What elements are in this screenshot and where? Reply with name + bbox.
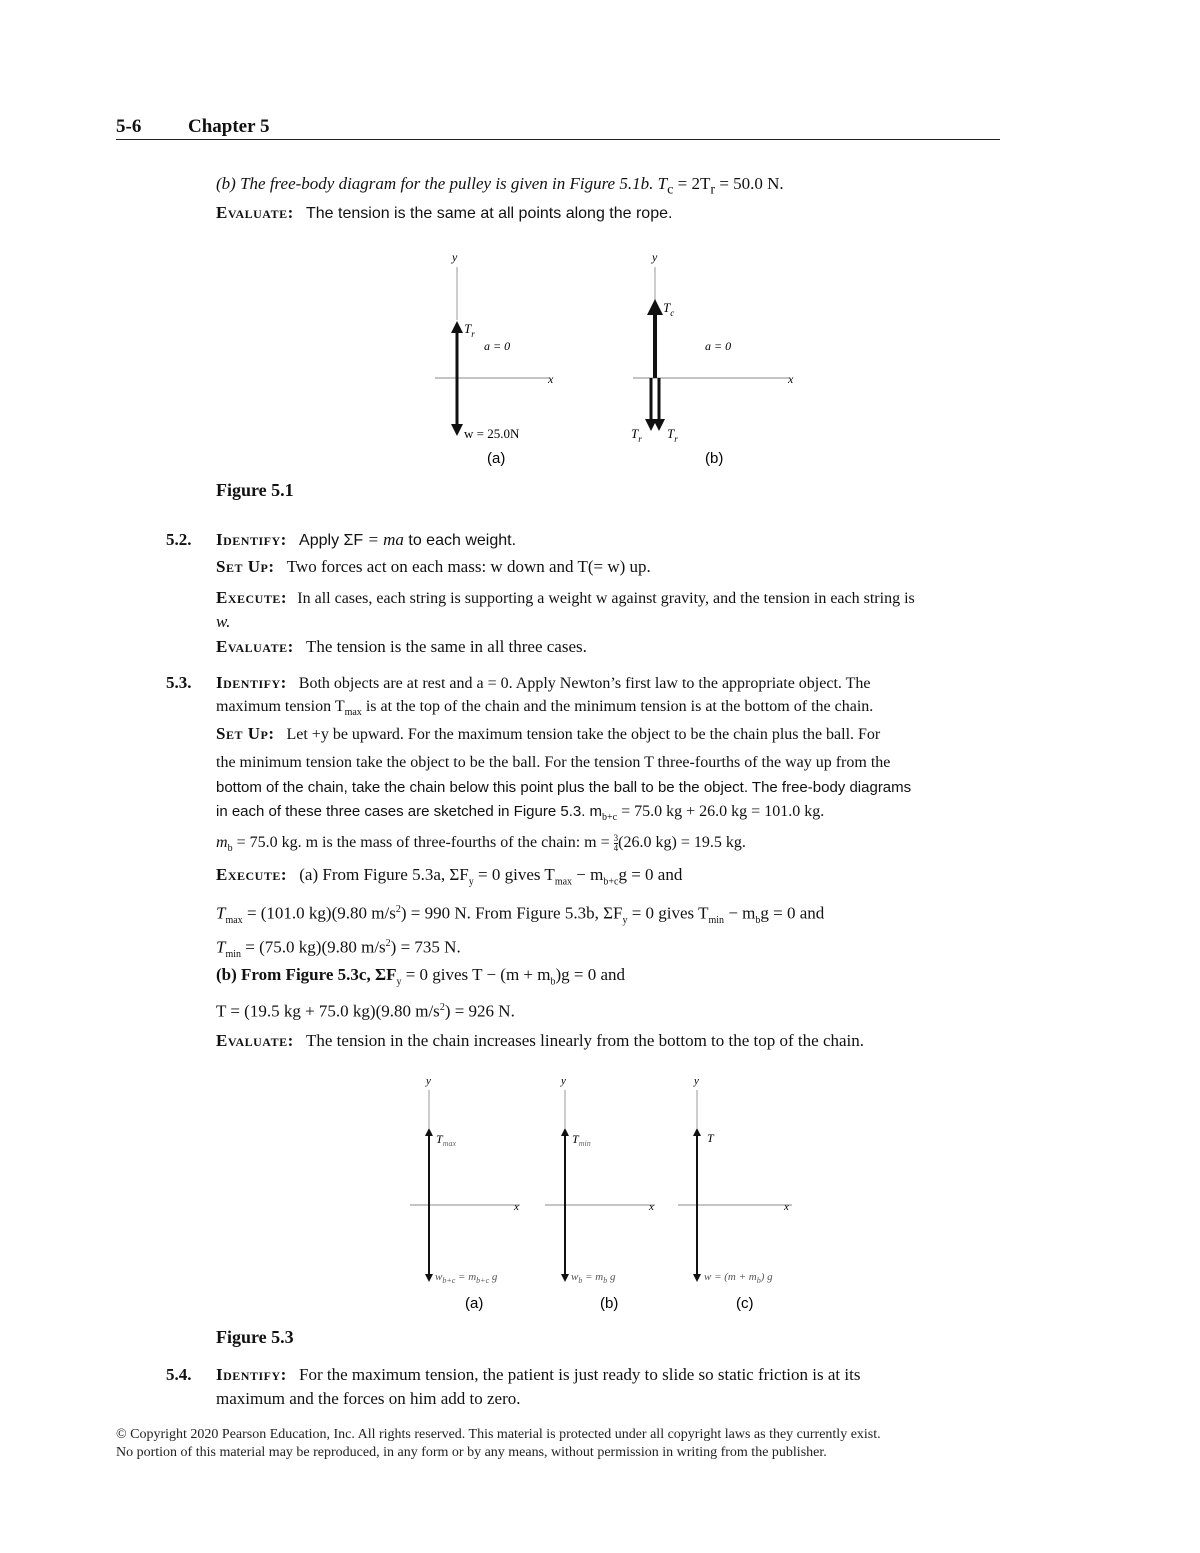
y-label: y [452, 250, 458, 264]
weight-label: $w_b = m_b$ g [571, 1271, 616, 1285]
execute-label: Execute: [216, 865, 288, 884]
identify-line-2a: maximum tension T [216, 698, 345, 715]
frac-den: 4 [613, 842, 619, 853]
tension-r-label-1: $T_r$ [631, 426, 642, 444]
execute-line-2d: = 0 gives T [627, 903, 709, 923]
problem-5-3-execute-line-5 [216, 997, 515, 1023]
section-b-end: = 50.0 N. [715, 174, 784, 193]
y-label: y [652, 250, 658, 264]
subfig-b-label: (b) [600, 1295, 619, 1312]
setup-line-5b: = 75.0 kg. m is the mass of three-fourths of the chain: m = [232, 834, 614, 851]
header-rule [116, 139, 1000, 140]
problem-5-4-identify [216, 1364, 860, 1386]
sub-r: r [710, 181, 716, 198]
copyright-line-2: No portion of this material may be reproduced, in any form or by any means, without permission in writing from the publisher. [116, 1445, 827, 1460]
execute-line-2f: g = 0 and [760, 903, 825, 923]
evaluate-text: The tension is the same at all points along the rope. [306, 205, 673, 222]
evaluate-label: Evaluate: [216, 1031, 294, 1050]
figure-5-3 [400, 1070, 820, 1320]
evaluate-text: The tension in the chain increases linearly from the bottom to the top of the chain. [306, 1031, 865, 1050]
sub-max: max [344, 707, 362, 719]
problem-5-3-setup-line-5 [216, 832, 746, 860]
setup-line-5c: (26.0 kg) = 19.5 kg. [618, 834, 746, 851]
weight-label: $w_{b+c} = m_{b+c}$ g [435, 1271, 498, 1285]
problem-5-3-setup-line-4 [216, 801, 824, 829]
problem-5-2-evaluate [216, 636, 587, 658]
accel-label: a = 0 [705, 339, 732, 353]
setup-label: Set Up: [216, 557, 275, 576]
problem-5-3-setup-line-3: bottom of the chain, take the chain below this point plus the ball to be the object. The free-body diagrams [216, 779, 912, 796]
problem-5-3-evaluate [216, 1030, 864, 1052]
sub-y: y [622, 915, 628, 927]
page-number: 5-6 [116, 116, 142, 137]
copyright-line-1: © Copyright 2020 Pearson Education, Inc. All rights reserved. This material is protected under all copyright laws as they currently exist. [116, 1427, 881, 1442]
problem-5-3-number: 5.3. [166, 673, 192, 692]
figure-5-3b [545, 1075, 655, 1312]
figure-5-1-caption: Figure 5.1 [216, 480, 294, 500]
sub-max: max [554, 876, 573, 888]
figure-5-1 [400, 245, 820, 475]
problem-5-3-setup [216, 723, 880, 746]
problem-5-4-number: 5.4. [166, 1365, 192, 1384]
accel-label: a = 0 [484, 339, 511, 353]
figure-5-1b [631, 250, 794, 467]
figure-5-1a [435, 250, 554, 467]
sub-b: b [550, 976, 556, 988]
execute-line-2e: − m [724, 903, 756, 923]
tension-label: T [707, 1131, 714, 1145]
problem-5-2-number: 5.2. [166, 530, 192, 549]
problem-5-2-setup [216, 556, 651, 578]
tension-r-label-2: $T_r$ [667, 426, 678, 444]
figure-5-3c [678, 1075, 792, 1312]
identify-line-1: Both objects are at rest and a = 0. Apply Newton’s first law to the appropriate object. The [298, 675, 871, 692]
sub-min: min [708, 915, 725, 927]
subfig-a-label: (a) [465, 1295, 484, 1312]
sub-bc: b+c [602, 812, 618, 824]
sup-2: 2 [395, 904, 401, 915]
identify-line-1: For the maximum tension, the patient is just ready to slide so static friction is at its [299, 1365, 861, 1384]
evaluate-text: The tension is the same in all three cases. [306, 637, 587, 656]
sub-b: b [227, 843, 233, 855]
frac-num: 3 [613, 832, 619, 843]
execute-line-3c: ) = 735 N. [390, 937, 461, 957]
tension-c-label: $T_c$ [663, 300, 675, 318]
chapter-title: Chapter 5 [188, 116, 270, 137]
x-label: x [514, 1201, 519, 1213]
weight-label: w = 25.0N [464, 426, 520, 441]
identify-label: Identify: [216, 1365, 287, 1384]
figure-5-3-caption: Figure 5.3 [216, 1327, 294, 1347]
subfig-b-label: (b) [705, 450, 724, 467]
section-b-text: (b) The free-body diagram for the pulley is given in Figure 5.1b. T [216, 174, 668, 193]
setup-line-4b: = 75.0 kg + 26.0 kg = 101.0 kg. [617, 803, 825, 820]
execute-text-1: In all cases, each string is supporting a weight w against gravity, and the tension in each string is [297, 590, 915, 607]
identify-text-2: = ma [363, 530, 404, 549]
setup-line-4a: in each of these three cases are sketched in Figure 5.3. m [216, 803, 603, 820]
sub-min: min [225, 949, 242, 961]
x-label: x [788, 372, 794, 386]
sub-bc: b+c [603, 876, 619, 888]
subfig-a-label: (a) [487, 450, 506, 467]
sup-2: 2 [439, 1002, 445, 1013]
tension-label: $T_r$ [464, 321, 475, 339]
execute-line-3a: T [216, 937, 226, 957]
subfig-c-label: (c) [736, 1295, 754, 1312]
setup-label: Set Up: [216, 724, 275, 743]
y-label: y [426, 1075, 431, 1087]
setup-line-1: Let +y be upward. For the maximum tension take the object to be the chain plus the ball. For [286, 726, 881, 743]
tension-min-label: $T_{min}$ [572, 1132, 591, 1148]
evaluate-label: Evaluate: [216, 637, 294, 656]
section-b-line [216, 173, 784, 200]
problem-5-3-execute [216, 864, 682, 893]
sub-max: max [225, 915, 243, 927]
x-label: x [784, 1201, 789, 1213]
execute-line-4b: = 0 gives T − (m + m [401, 965, 551, 984]
sub-y: y [468, 876, 474, 888]
sub-b: b [755, 915, 761, 927]
figure-5-3a [410, 1075, 520, 1312]
evaluate-label: Evaluate: [216, 203, 294, 222]
identify-line-2b: is at the top of the chain and the minimum tension is at the bottom of the chain. [361, 698, 874, 715]
problem-5-3-setup-line-2: the minimum tension take the object to be the ball. For the tension T three-fourths of the way up from the [216, 754, 891, 771]
problem-5-4-identify-line-2: maximum and the forces on him add to zero. [216, 1389, 521, 1408]
execute-line-2a: T [216, 903, 226, 923]
execute-line-1d: g = 0 and [618, 865, 683, 884]
identify-text-3: to each weight. [403, 532, 517, 549]
execute-line-3b: = (75.0 kg)(9.80 m/s [241, 937, 386, 957]
identify-text-1: Apply ΣF [299, 532, 364, 549]
sup-2: 2 [385, 938, 391, 949]
problem-5-2-execute [216, 587, 915, 610]
execute-line-2c: ) = 990 N. From Figure 5.3b, ΣF [400, 903, 623, 923]
problem-5-3-execute-line-3 [216, 933, 461, 966]
section-b-mid: = 2T [673, 174, 711, 193]
execute-line-2b: = (101.0 kg)(9.80 m/s [242, 903, 396, 923]
identify-label: Identify: [216, 530, 287, 549]
execute-line-5b: ) = 926 N. [444, 1001, 515, 1021]
sub-y: y [396, 976, 402, 988]
weight-label: $w = (m + m_b)$ g [704, 1271, 773, 1285]
identify-label: Identify: [216, 673, 287, 692]
y-label: y [694, 1075, 699, 1087]
tension-max-label: $T_{max}$ [436, 1132, 457, 1148]
x-label: x [548, 372, 554, 386]
problem-5-3-execute-line-4 [216, 964, 625, 993]
execute-line-4a: (b) From Figure 5.3c, ΣF [216, 965, 397, 984]
execute-line-1b: = 0 gives T [473, 865, 555, 884]
setup-text: Two forces act on each mass: w down and T(= w) up. [286, 557, 651, 576]
y-label: y [561, 1075, 566, 1087]
problem-5-2-identify [216, 529, 516, 552]
execute-line-5a: T = (19.5 kg + 75.0 kg)(9.80 m/s [216, 1001, 440, 1021]
sub-c: c [667, 181, 674, 198]
section-b-evaluate [216, 202, 672, 225]
setup-line-5a: m [216, 834, 228, 851]
problem-5-3-identify-line-2 [216, 696, 873, 724]
execute-label: Execute: [216, 588, 288, 607]
execute-line-1a: (a) From Figure 5.3a, ΣF [299, 865, 469, 884]
problem-5-3-identify [216, 672, 870, 695]
x-label: x [649, 1201, 654, 1213]
execute-line-1c: − m [572, 865, 604, 884]
execute-line-4c: )g = 0 and [555, 965, 626, 984]
problem-5-3-execute-line-2 [216, 899, 824, 932]
problem-5-2-execute-cont: w. [216, 612, 231, 631]
